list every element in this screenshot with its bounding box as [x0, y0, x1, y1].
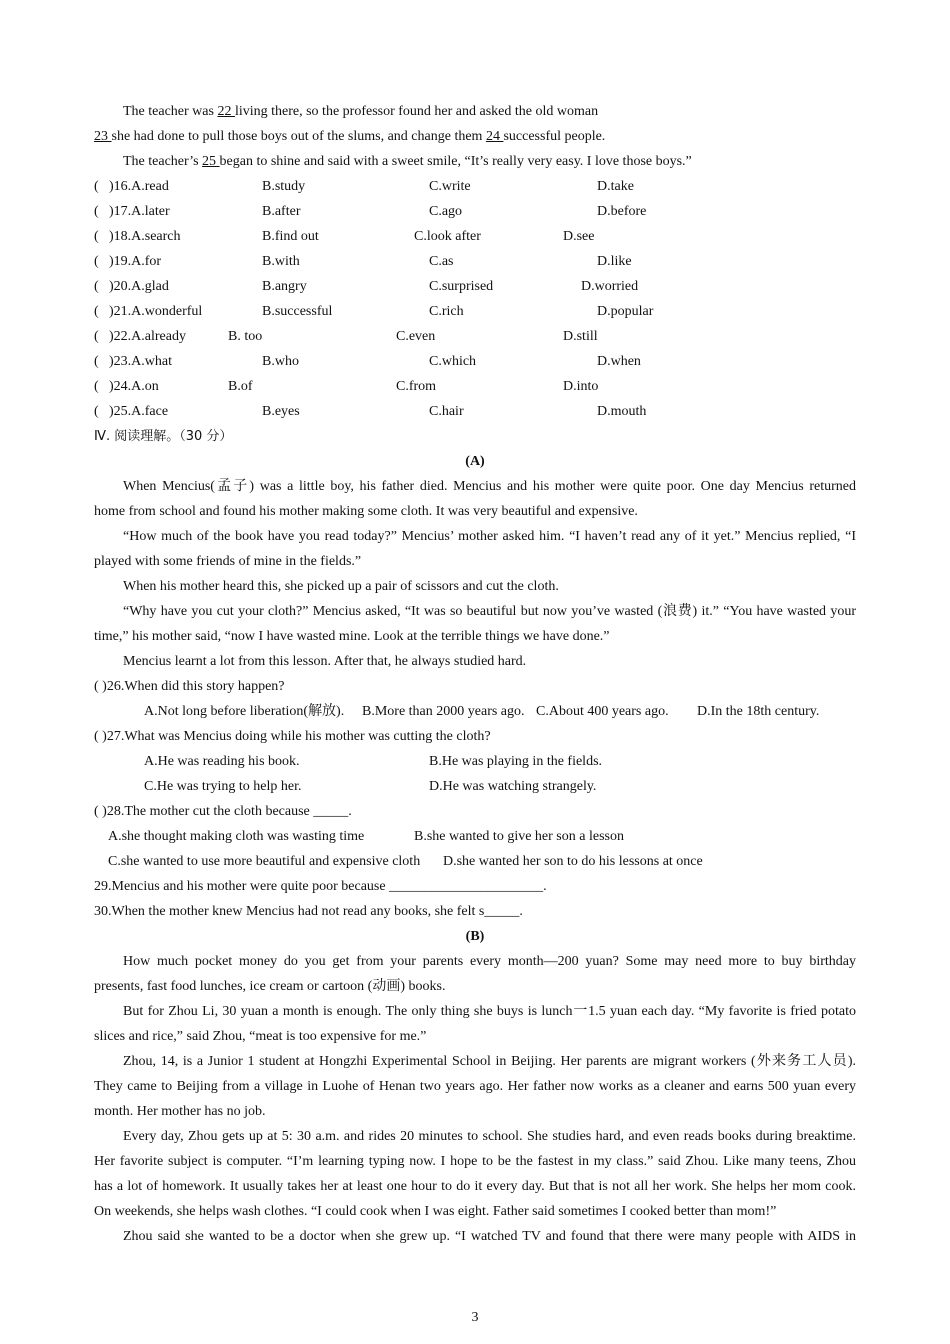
- option-b: B.she wanted to give her son a lesson: [414, 829, 624, 844]
- option-b: B.with: [262, 254, 300, 269]
- option-a: )21.A.wonderful: [109, 304, 203, 319]
- paragraph-line: Mencius learnt a lot from this lesson. After that, he always studied hard.: [123, 654, 527, 669]
- text: she had done to pull those boys out of the slums, and change them: [111, 129, 486, 144]
- question-27-options-2: [94, 774, 856, 799]
- paragraph-line: How much pocket money do you get from your parents every month—200 yuan? Some may need more to buy birthday: [123, 954, 856, 969]
- passage-b-title: (B): [465, 929, 485, 944]
- paragraph-line: month. Her mother has no job.: [94, 1104, 266, 1119]
- option-a: )16.A.read: [109, 179, 169, 194]
- answer-paren: (: [94, 204, 99, 219]
- answer-paren: (: [94, 229, 99, 244]
- answer-paren: (: [94, 254, 99, 269]
- option-d: D.she wanted her son to do his lessons at once: [443, 854, 703, 869]
- option-b: B.study: [262, 179, 306, 194]
- option-a: )17.A.later: [109, 204, 170, 219]
- blank-24: 24: [485, 129, 504, 144]
- answer-paren: (: [94, 304, 99, 319]
- paragraph-line: slices and rice,” said Zhou, “meat is too expensive for me.”: [94, 1029, 427, 1044]
- option-d: D.see: [563, 229, 595, 244]
- question-25: [94, 399, 856, 424]
- question-19: [94, 249, 856, 274]
- question-28: ( )28.The mother cut the cloth because _____.: [94, 804, 352, 819]
- option-c: C.write: [429, 179, 471, 194]
- section-heading: Ⅳ. 阅读理解。（30 分）: [94, 429, 233, 444]
- paragraph-line: time,” his mother said, “now I have wasted mine. Look at the terrible things we have done.”: [94, 629, 610, 644]
- question-21: [94, 299, 856, 324]
- paragraph-line: has a lot of homework. It usually takes her at least one hour to do it every day. But that is not all her work. She helps her mom cook.: [94, 1179, 856, 1194]
- option-a: )25.A.face: [109, 404, 169, 419]
- text: living there, so the professor found her and asked the old woman: [234, 104, 599, 119]
- option-c: C.hair: [429, 404, 464, 419]
- answer-paren: (: [94, 379, 99, 394]
- paragraph-line: When his mother heard this, she picked up a pair of scissors and cut the cloth.: [123, 579, 559, 594]
- option-c: C.even: [396, 329, 436, 344]
- question-18: [94, 224, 856, 249]
- document-page: [94, 99, 856, 1249]
- paragraph-line: Every day, Zhou gets up at 5: 30 a.m. and rides 20 minutes to school. She studies hard, and even reads books during breaktime.: [123, 1129, 856, 1144]
- text: The teacher’s: [123, 154, 203, 169]
- option-b: B.of: [228, 379, 253, 394]
- option-a: A.Not long before liberation(解放).: [144, 704, 345, 719]
- option-a: )22.A.already: [109, 329, 186, 344]
- option-c: C.About 400 years ago.: [536, 704, 669, 719]
- option-d: D.before: [597, 204, 647, 219]
- question-23: [94, 349, 856, 374]
- option-c: C.surprised: [429, 279, 494, 294]
- question-26-options: [94, 699, 856, 724]
- passage-a-title: (A): [465, 454, 485, 469]
- option-d: D.take: [597, 179, 634, 194]
- option-c: C.she wanted to use more beautiful and expensive cloth: [108, 854, 421, 869]
- paragraph-line: played with some friends of mine in the fields.”: [94, 554, 362, 569]
- question-29: 29.Mencius and his mother were quite poor because ______________________.: [94, 879, 547, 894]
- option-a: )19.A.for: [109, 254, 162, 269]
- cloze-line-2: [94, 124, 856, 149]
- option-d: D.when: [597, 354, 641, 369]
- paragraph-line: Zhou, 14, is a Junior 1 student at Hongzhi Experimental School in Beijing. Her parents are migrant workers (外来务工人员).: [123, 1054, 856, 1069]
- option-b: B.after: [262, 204, 301, 219]
- question-30: 30.When the mother knew Mencius had not read any books, she felt s_____.: [94, 904, 523, 919]
- option-c: C.He was trying to help her.: [144, 779, 302, 794]
- option-d: D.He was watching strangely.: [429, 779, 597, 794]
- option-c: C.from: [396, 379, 437, 394]
- option-a: A.He was reading his book.: [144, 754, 300, 769]
- paragraph-line: But for Zhou Li, 30 yuan a month is enough. The only thing she buys is lunch一1.5 yuan each day. “My favorite is fried potato: [123, 1004, 856, 1019]
- answer-paren: (: [94, 179, 99, 194]
- blank-25: 25: [202, 154, 220, 169]
- option-c: C.ago: [429, 204, 463, 219]
- question-17: [94, 199, 856, 224]
- option-a: )18.A.search: [109, 229, 181, 244]
- question-16: [94, 174, 856, 199]
- blank-22: 22: [217, 104, 235, 119]
- text: successful people.: [503, 129, 606, 144]
- option-b: B.angry: [262, 279, 307, 294]
- option-b: B.who: [262, 354, 299, 369]
- question-24: [94, 374, 856, 399]
- question-20: [94, 274, 856, 299]
- option-a: A.she thought making cloth was wasting time: [108, 829, 365, 844]
- option-c: C.which: [429, 354, 477, 369]
- question-28-options-2: [94, 849, 856, 874]
- option-c: C.rich: [429, 304, 464, 319]
- option-a: )20.A.glad: [109, 279, 169, 294]
- paragraph-line: “How much of the book have you read today?” Mencius’ mother asked him. “I haven’t read any of it yet.” Mencius replied, “I: [123, 529, 856, 544]
- option-d: D.mouth: [597, 404, 647, 419]
- option-b: B. too: [228, 329, 263, 344]
- option-d: D.In the 18th century.: [697, 704, 820, 719]
- option-b: B.He was playing in the fields.: [429, 754, 603, 769]
- option-d: D.popular: [597, 304, 654, 319]
- question-22: [94, 324, 856, 349]
- answer-paren: (: [94, 279, 99, 294]
- question-27-options-1: [94, 749, 856, 774]
- option-a: )24.A.on: [109, 379, 159, 394]
- answer-paren: (: [94, 404, 99, 419]
- paragraph-line: They came to Beijing from a village in Luohe of Henan two years ago. Her father now works as a cleaner and earns 500 yuan every: [94, 1079, 856, 1094]
- paragraph-line: presents, fast food lunches, ice cream or cartoon (动画) books.: [94, 979, 446, 994]
- option-c: C.look after: [414, 229, 481, 244]
- option-a: )23.A.what: [109, 354, 172, 369]
- page-number: 3: [471, 1310, 479, 1325]
- paragraph-line: Her favorite subject is computer. “I’m learning typing now. I hope to be the fastest in my class.” said Zhou. Like many teens, Zhou: [94, 1154, 856, 1169]
- option-d: D.worried: [581, 279, 639, 294]
- option-d: D.into: [563, 379, 599, 394]
- option-b: B.eyes: [262, 404, 300, 419]
- option-c: C.as: [429, 254, 454, 269]
- option-d: D.like: [597, 254, 632, 269]
- text: The teacher was: [123, 104, 218, 119]
- paragraph-line: “Why have you cut your cloth?” Mencius asked, “It was so beautiful but now you’ve wasted (浪费) it.” “You have wasted your: [123, 604, 856, 619]
- cloze-line-1: [94, 99, 856, 124]
- blank-23: 23: [94, 129, 112, 144]
- paragraph-line: On weekends, she helps wash clothes. “I could cook when I was eight. Father said sometimes I cooked better than mom!”: [94, 1204, 777, 1219]
- option-d: D.still: [563, 329, 598, 344]
- answer-paren: (: [94, 354, 99, 369]
- question-27: ( )27.What was Mencius doing while his mother was cutting the cloth?: [94, 729, 491, 744]
- paragraph-line: When Mencius(孟子) was a little boy, his father died. Mencius and his mother were quite poor. One day Mencius returned: [123, 479, 856, 494]
- question-26: ( )26.When did this story happen?: [94, 679, 285, 694]
- text: began to shine and said with a sweet smile, “It’s really very easy. I love those boys.”: [219, 154, 692, 169]
- option-b: B.successful: [262, 304, 333, 319]
- cloze-line-3: [94, 149, 856, 174]
- option-b: B.find out: [262, 229, 319, 244]
- paragraph-line: home from school and found his mother making some cloth. It was very beautiful and expensive.: [94, 504, 638, 519]
- option-b: B.More than 2000 years ago.: [362, 704, 525, 719]
- answer-paren: (: [94, 329, 99, 344]
- paragraph-line: Zhou said she wanted to be a doctor when she grew up. “I watched TV and found that there were many people with AIDS in: [123, 1229, 856, 1244]
- question-28-options-1: [94, 824, 856, 849]
